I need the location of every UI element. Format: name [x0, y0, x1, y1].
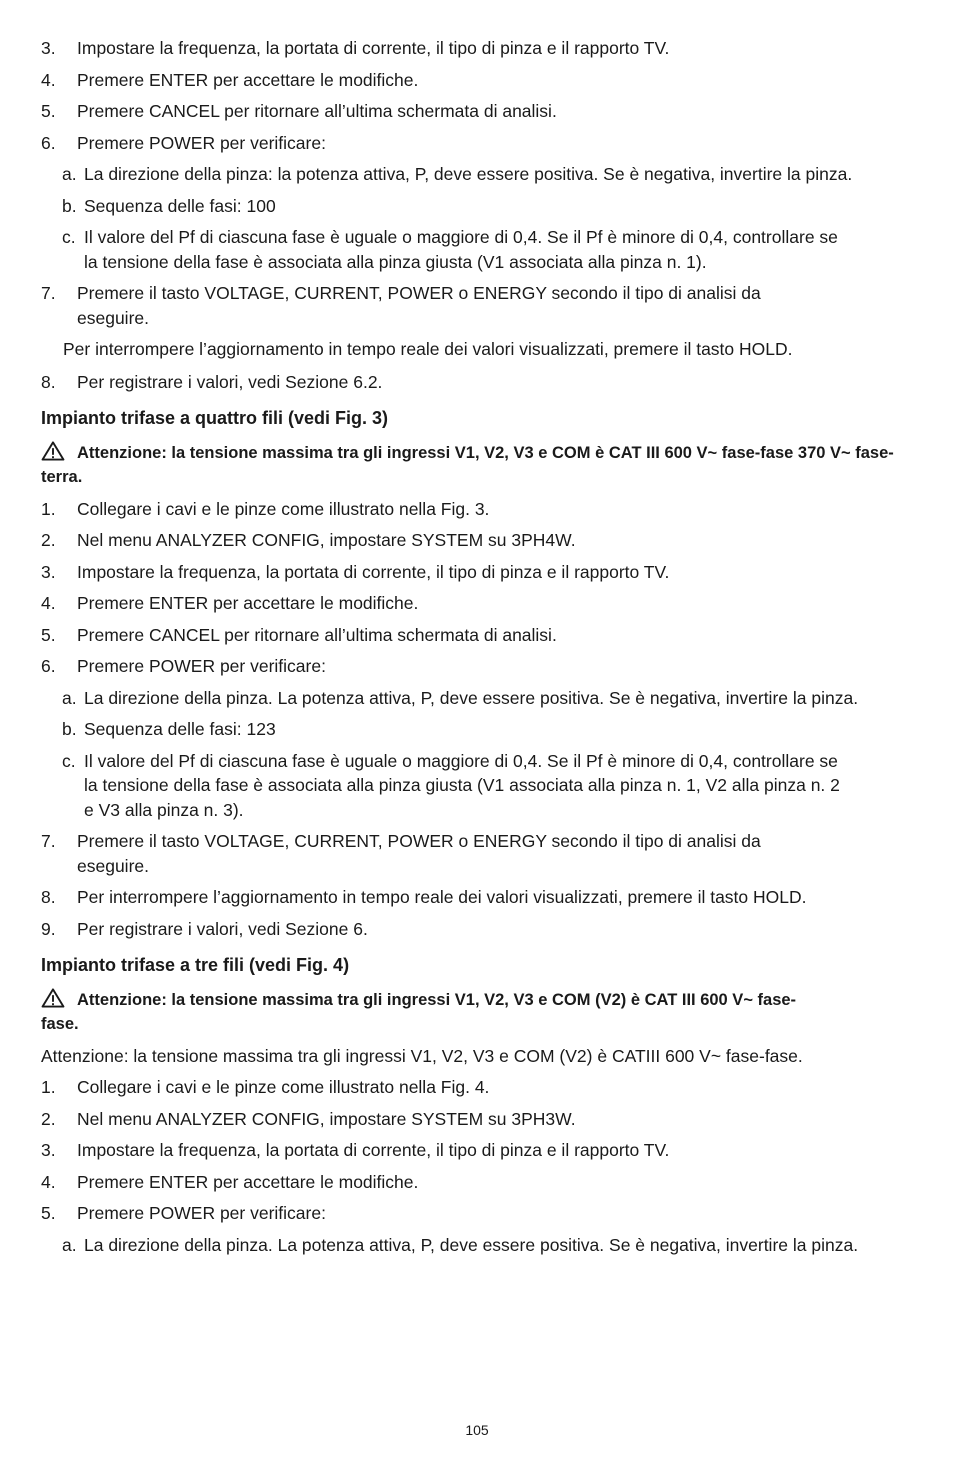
item-text: Nel menu ANALYZER CONFIG, impostare SYSTEM su 3PH4W.: [77, 530, 576, 550]
list-item: [41, 99, 913, 124]
item-number: 3.: [41, 561, 56, 582]
sub-list-item: [41, 225, 913, 274]
item-text: Impostare la frequenza, la portata di corrente, il tipo di pinza e il rapporto TV.: [77, 38, 670, 58]
warning-paragraph: Attenzione: la tensione massima tra gli ingressi V1, V2, V3 e COM (V2) è CATIII 600 V~ fase-fase.: [41, 1045, 803, 1066]
warning-text: Attenzione: la tensione massima tra gli ingressi V1, V2, V3 e COM (V2) è CAT III 600 V~ fase-fase.: [41, 990, 797, 1033]
item-letter: b.: [62, 719, 77, 739]
warning-block: [41, 441, 913, 489]
item-text: La direzione della pinza. La potenza attiva, P, deve essere positiva. Se è negativa, invertire la pinza.: [84, 687, 859, 708]
sub-list-item: [41, 162, 913, 187]
item-number: 3.: [41, 38, 56, 58]
list-item: [41, 1201, 913, 1226]
item-number: 4.: [41, 69, 56, 90]
sub-list-item: [41, 686, 913, 711]
item-text: Collegare i cavi e le pinze come illustrato nella Fig. 3.: [77, 498, 490, 519]
item-number: 8.: [41, 371, 56, 392]
item-number: 2.: [41, 1108, 56, 1129]
item-text: Impostare la frequenza, la portata di corrente, il tipo di pinza e il rapporto TV.: [77, 561, 670, 582]
item-letter: b.: [62, 195, 77, 216]
section-heading: Impianto trifase a tre fili (vedi Fig. 4): [41, 955, 350, 975]
list-item: [41, 591, 913, 616]
item-text: Impostare la frequenza, la portata di corrente, il tipo di pinza e il rapporto TV.: [77, 1140, 670, 1160]
item-letter: a.: [62, 1234, 77, 1255]
item-letter: a.: [62, 164, 77, 184]
list-item: [41, 497, 913, 522]
item-text: Per interrompere l’aggiornamento in tempo reale dei valori visualizzati, premere il tasto HOLD.: [77, 887, 807, 907]
note-paragraph: Per interrompere l’aggiornamento in tempo reale dei valori visualizzati, premere il tasto HOLD.: [63, 339, 793, 359]
list-item: [41, 560, 913, 585]
item-text: Sequenza delle fasi: 100: [84, 195, 276, 216]
sub-list-item: [41, 194, 913, 219]
warning-icon: [41, 988, 65, 1008]
item-text: Premere ENTER per accettare le modifiche.: [77, 1171, 419, 1192]
list-item: [41, 528, 913, 553]
item-text: Per registrare i valori, vedi Sezione 6.2.: [77, 371, 383, 392]
item-number: 5.: [41, 101, 56, 121]
item-letter: a.: [62, 687, 77, 708]
item-text: Premere POWER per verificare:: [77, 1203, 326, 1223]
item-number: 8.: [41, 887, 56, 907]
document-page: [41, 36, 913, 1264]
item-text: La direzione della pinza: la potenza attiva, P, deve essere positiva. Se è negativa, invertire la pinza.: [84, 164, 853, 184]
item-text: Premere ENTER per accettare le modifiche.: [77, 593, 419, 613]
sub-list-item: [41, 1233, 913, 1258]
item-text: Il valore del Pf di ciascuna fase è uguale o maggiore di 0,4. Se il Pf è minore di 0,4, controllare se la tensione della fase è associata alla pinza giusta (V1 associata alla pinza n. 1, V2 alla pinza n. 2 e V3 alla pinza n. 3).: [84, 750, 840, 820]
item-number: 5.: [41, 624, 56, 645]
item-number: 4.: [41, 593, 56, 613]
page-number: 105: [465, 1422, 489, 1438]
item-text: Per registrare i valori, vedi Sezione 6.: [77, 918, 368, 939]
item-text: Collegare i cavi e le pinze come illustrato nella Fig. 4.: [77, 1077, 490, 1097]
list-item: [41, 36, 913, 61]
item-number: 7.: [41, 831, 56, 851]
list-item: [41, 1075, 913, 1100]
item-text: Premere il tasto VOLTAGE, CURRENT, POWER o ENERGY secondo il tipo di analisi da eseguire.: [77, 283, 761, 328]
warning-icon: [41, 441, 65, 461]
item-number: 2.: [41, 530, 56, 550]
list-item: [41, 1107, 913, 1132]
list-item: [41, 1138, 913, 1163]
sub-list-item: [41, 717, 913, 742]
sub-list-item: [41, 749, 913, 823]
warning-text: Attenzione: la tensione massima tra gli ingressi V1, V2, V3 e COM è CAT III 600 V~ fase-fase 370 V~ fase-terra.: [41, 443, 894, 486]
item-number: 1.: [41, 1077, 56, 1097]
item-number: 6.: [41, 656, 56, 676]
item-number: 6.: [41, 132, 56, 153]
list-item: [41, 829, 913, 878]
list-item: [41, 654, 913, 679]
item-text: Premere CANCEL per ritornare all’ultima schermata di analisi.: [77, 624, 557, 645]
item-letter: c.: [62, 227, 76, 247]
item-letter: c.: [62, 750, 76, 771]
item-number: 4.: [41, 1171, 56, 1192]
item-number: 5.: [41, 1203, 56, 1223]
list-item: [41, 131, 913, 156]
section-heading: Impianto trifase a quattro fili (vedi Fig. 3): [41, 408, 389, 428]
item-text: La direzione della pinza. La potenza attiva, P, deve essere positiva. Se è negativa, invertire la pinza.: [84, 1234, 859, 1255]
list-item: [41, 370, 913, 395]
item-number: 9.: [41, 918, 56, 939]
item-number: 3.: [41, 1140, 56, 1160]
list-item: [41, 281, 913, 330]
item-number: 7.: [41, 283, 56, 303]
item-text: Premere il tasto VOLTAGE, CURRENT, POWER o ENERGY secondo il tipo di analisi da eseguire.: [77, 831, 761, 876]
item-text: Premere ENTER per accettare le modifiche.: [77, 69, 419, 90]
item-text: Il valore del Pf di ciascuna fase è uguale o maggiore di 0,4. Se il Pf è minore di 0,4, controllare se la tensione della fase è associata alla pinza giusta (V1 associata alla pinza n. 1).: [84, 227, 838, 272]
list-item: [41, 917, 913, 942]
list-item: [41, 885, 913, 910]
item-text: Premere POWER per verificare:: [77, 132, 326, 153]
list-item: [41, 623, 913, 648]
list-item: [41, 1170, 913, 1195]
item-text: Nel menu ANALYZER CONFIG, impostare SYSTEM su 3PH3W.: [77, 1108, 576, 1129]
item-number: 1.: [41, 498, 56, 519]
item-text: Premere POWER per verificare:: [77, 656, 326, 676]
warning-block: [41, 988, 913, 1036]
item-text: Premere CANCEL per ritornare all’ultima schermata di analisi.: [77, 101, 557, 121]
item-text: Sequenza delle fasi: 123: [84, 719, 276, 739]
list-item: [41, 68, 913, 93]
